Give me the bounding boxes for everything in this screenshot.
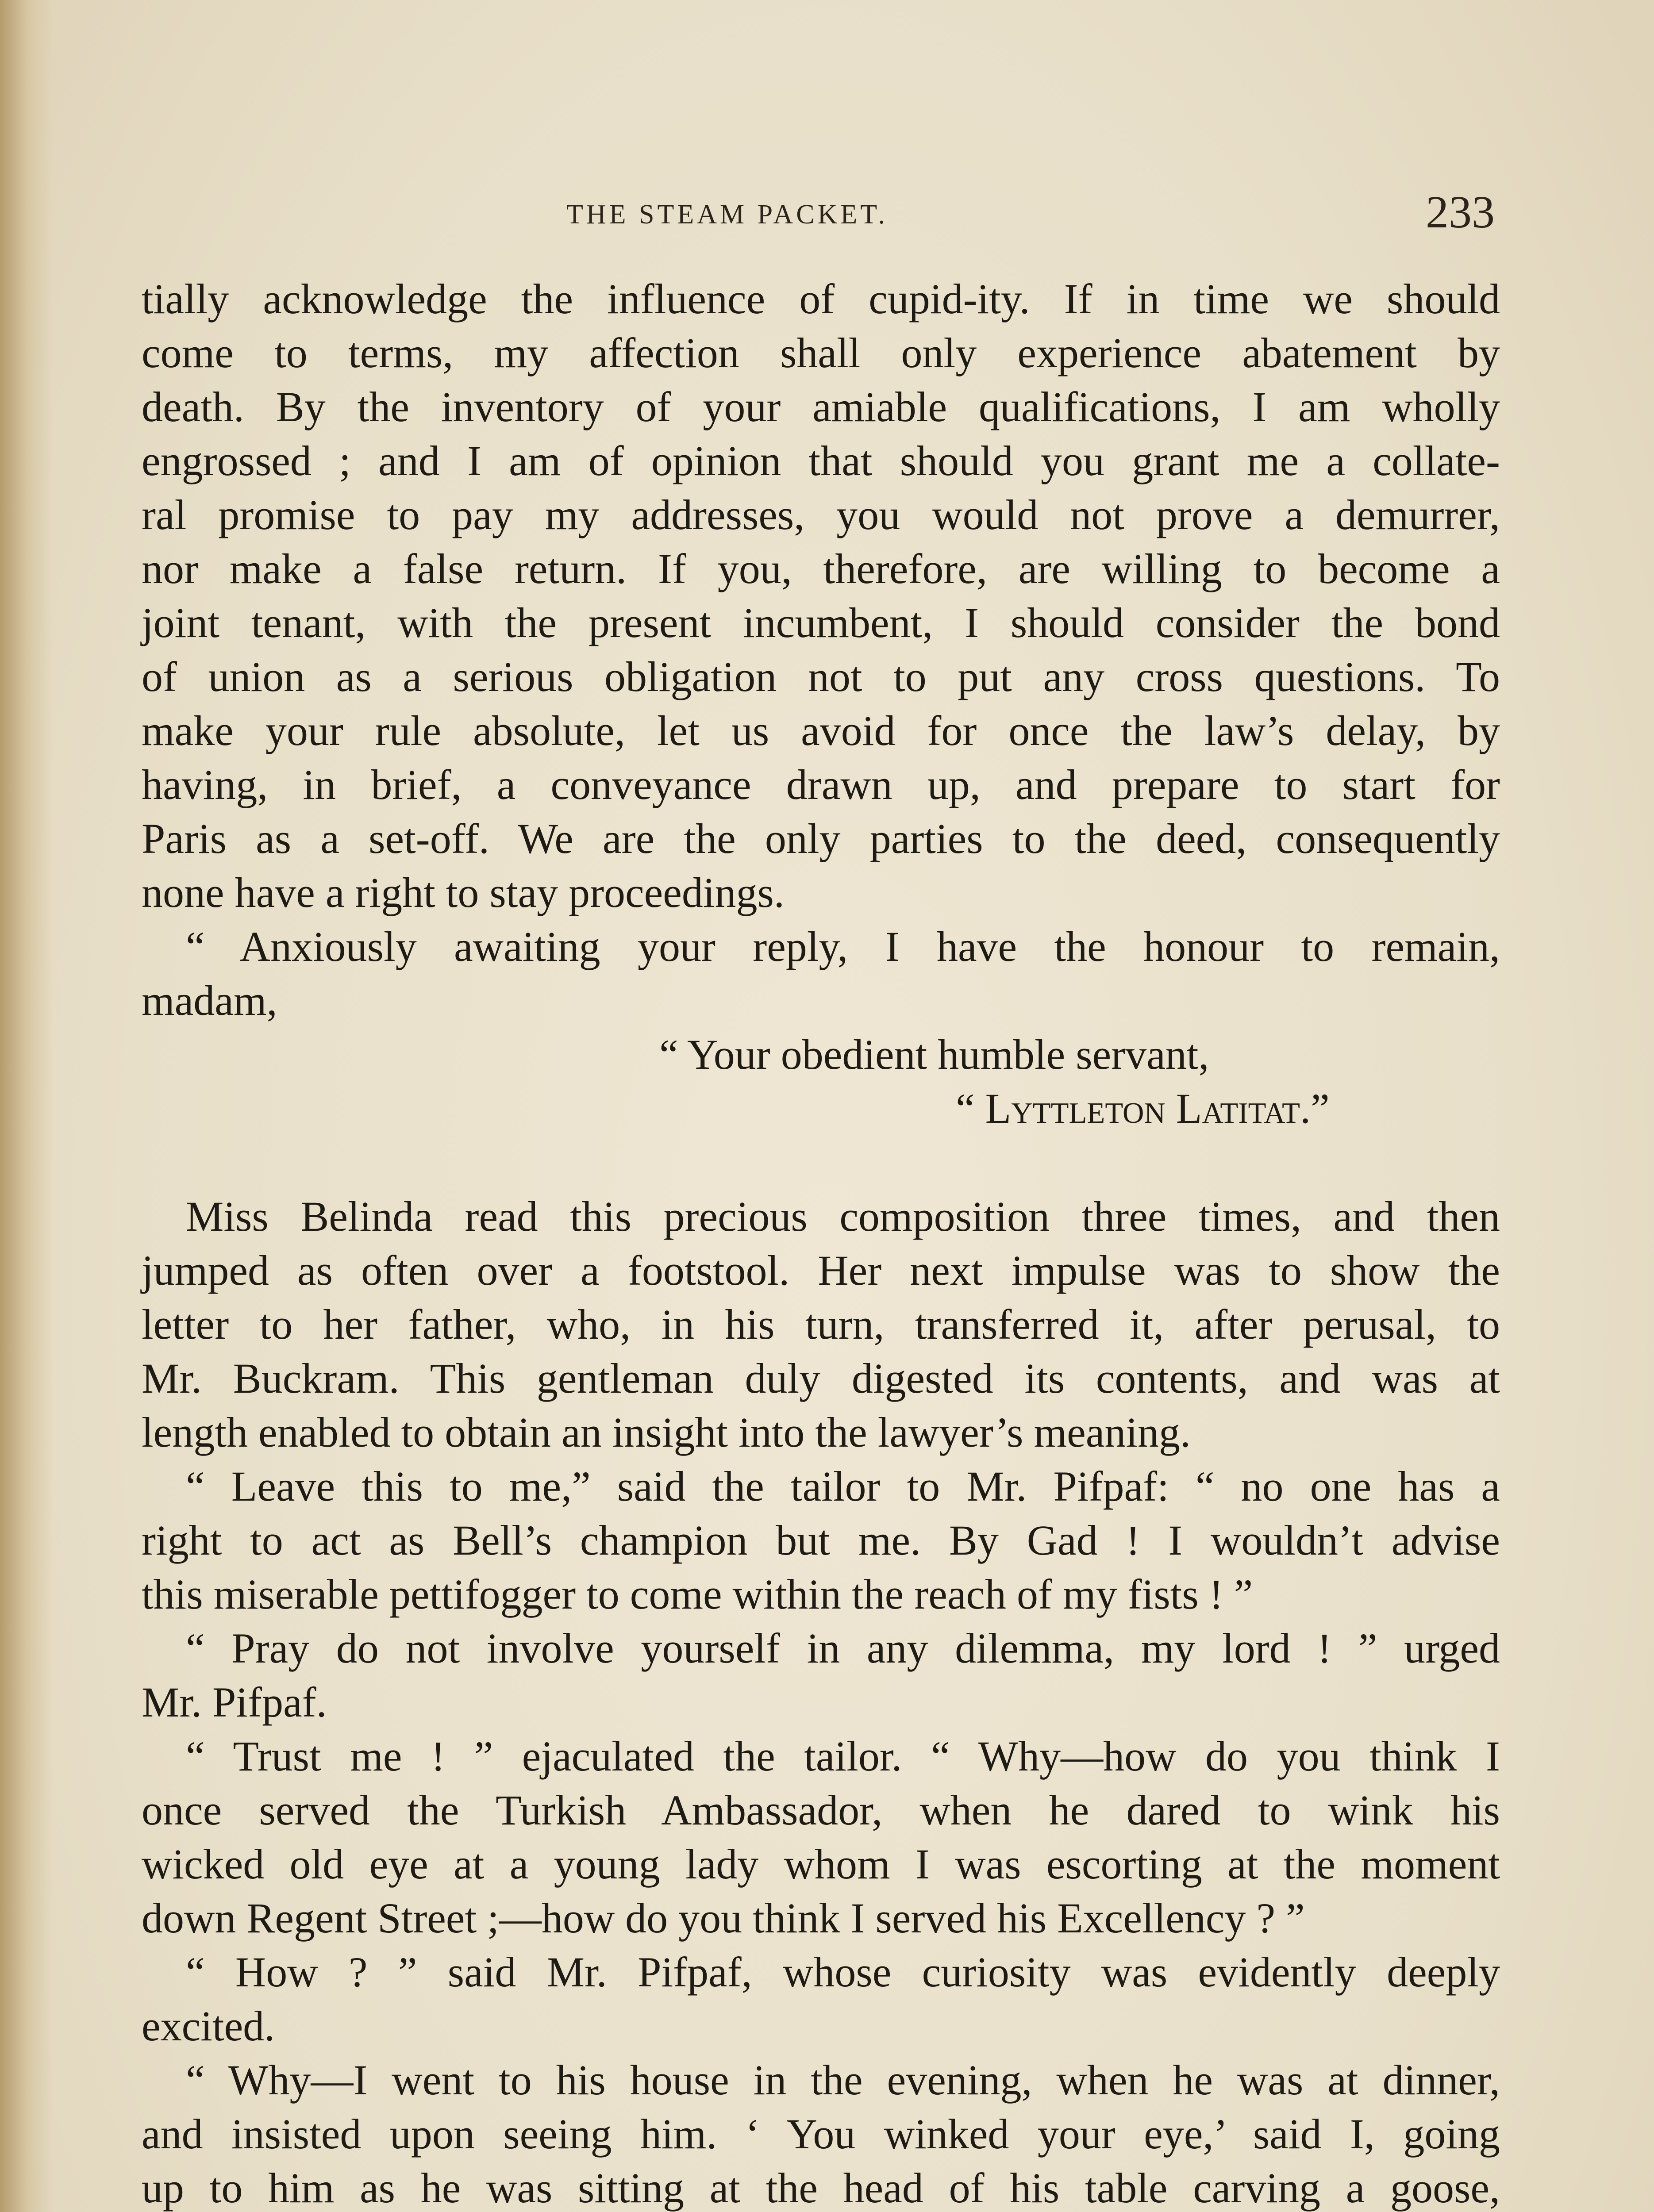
- text-line: engrossed ; and I am of opinion that should you grant me a collate-: [142, 437, 1500, 484]
- text-line: jumped as often over a footstool. Her next impulse was to show the: [142, 1247, 1500, 1294]
- text-line: once served the Turkish Ambassador, when he dared to wink his: [142, 1786, 1500, 1834]
- text-line: this miserable pettifogger to come within the reach of my fists ! ”: [142, 1571, 1253, 1618]
- body-text: [142, 272, 1500, 2212]
- text-line: make your rule absolute, let us avoid for once the law’s delay, by: [142, 707, 1500, 754]
- text-line: none have a right to stay proceedings.: [142, 869, 785, 916]
- text-line: length enabled to obtain an insight into the lawyer’s meaning.: [142, 1409, 1191, 1456]
- text-line: right to act as Bell’s champion but me. By Gad ! I wouldn’t advise: [142, 1517, 1500, 1564]
- text-line: Paris as a set-off. We are the only parties to the deed, consequently: [142, 815, 1500, 862]
- page-header: [0, 186, 1654, 239]
- page-number: 233: [1426, 187, 1495, 238]
- text-line: up to him as he was sitting at the head of his table carving a goose,: [142, 2164, 1500, 2212]
- text-line: letter to her father, who, in his turn, transferred it, after perusal, to: [142, 1301, 1500, 1348]
- text-line: excited.: [142, 2002, 275, 2050]
- running-head: THE STEAM PACKET.: [566, 200, 888, 230]
- text-line: and insisted upon seeing him. ‘ You winked your eye,’ said I, going: [142, 2110, 1500, 2158]
- text-line: of union as a serious obligation not to put any cross questions. To: [142, 653, 1500, 700]
- text-line: down Regent Street ;—how do you think I served his Excellency ? ”: [142, 1894, 1305, 1942]
- page-binding-edge: [0, 0, 53, 2212]
- text-line: “ How ? ” said Mr. Pifpaf, whose curiosity was evidently deeply: [186, 1948, 1500, 1996]
- text-line: “ Trust me ! ” ejaculated the tailor. “ Why—how do you think I: [186, 1732, 1500, 1780]
- text-line: joint tenant, with the present incumbent, I should consider the bond: [142, 599, 1500, 646]
- text-line: tially acknowledge the influence of cupid-ity. If in time we should: [142, 275, 1500, 323]
- text-line: death. By the inventory of your amiable qualifications, I am wholly: [142, 383, 1500, 430]
- text-line: come to terms, my affection shall only experience abatement by: [142, 329, 1500, 376]
- text-line: “ Why—I went to his house in the evening, when he was at dinner,: [186, 2056, 1500, 2104]
- signature-closing: “ Your obedient humble servant,: [659, 1031, 1209, 1078]
- paragraph-gap: [142, 1136, 1500, 1190]
- text-line: wicked old eye at a young lady whom I was escorting at the moment: [142, 1840, 1500, 1888]
- text-line: “ Pray do not involve yourself in any dilemma, my lord ! ” urged: [186, 1624, 1500, 1672]
- text-line: madam,: [142, 977, 277, 1024]
- text-line: “ Anxiously awaiting your reply, I have the honour to remain,: [186, 923, 1500, 970]
- text-line: Miss Belinda read this precious composition three times, and then: [186, 1193, 1500, 1240]
- text-line: Mr. Buckram. This gentleman duly digested its contents, and was at: [142, 1355, 1500, 1402]
- text-line: “ Leave this to me,” said the tailor to Mr. Pifpaf: “ no one has a: [186, 1463, 1500, 1510]
- text-line: ral promise to pay my addresses, you would not prove a demurrer,: [142, 491, 1500, 538]
- text-line: having, in brief, a conveyance drawn up, and prepare to start for: [142, 761, 1500, 808]
- text-line: Mr. Pifpaf.: [142, 1678, 327, 1726]
- signature-name: “ Lyttleton Latitat.”: [956, 1085, 1330, 1132]
- text-line: nor make a false return. If you, therefore, are willing to become a: [142, 545, 1500, 592]
